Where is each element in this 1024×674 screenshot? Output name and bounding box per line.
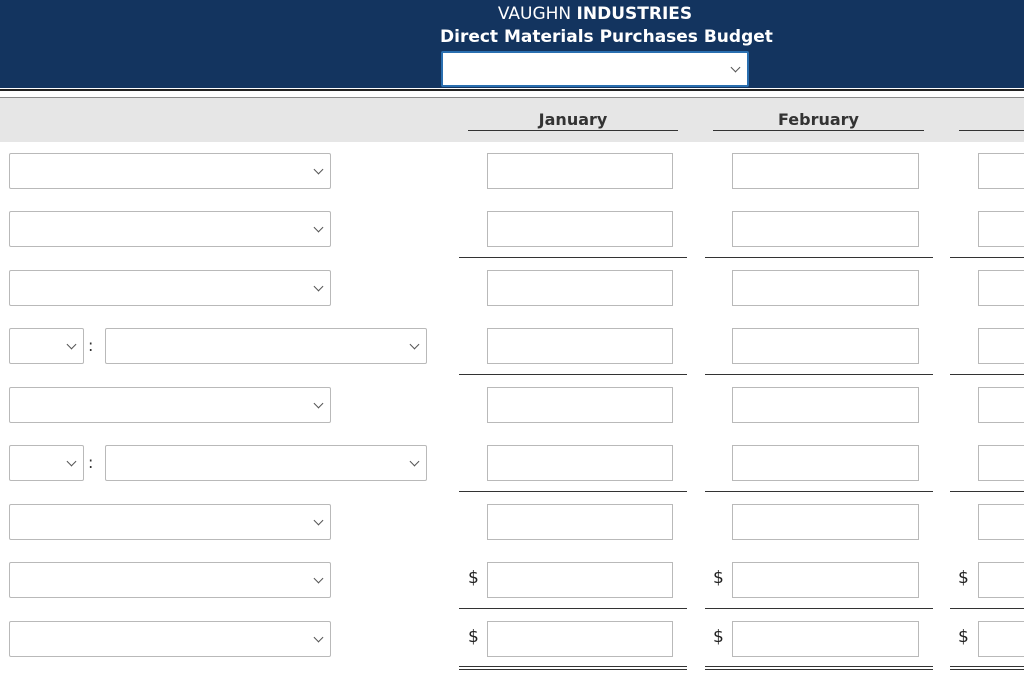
company-suffix: INDUSTRIES — [576, 4, 693, 24]
chevron-down-icon — [314, 223, 324, 233]
row-1-february-input[interactable] — [732, 153, 919, 189]
subtotal-rule — [459, 374, 687, 375]
chevron-down-icon — [67, 457, 77, 467]
row-4-label-select[interactable] — [105, 328, 427, 364]
currency-symbol: $ — [713, 627, 724, 647]
chevron-down-icon — [314, 399, 324, 409]
row-2-march-input[interactable] — [978, 211, 1024, 247]
currency-symbol: $ — [958, 627, 969, 647]
row-8-january-input[interactable] — [487, 562, 673, 598]
row-5-march-input[interactable] — [978, 387, 1024, 423]
row-6-operator-select[interactable] — [9, 445, 84, 481]
company-prefix: VAUGHN — [497, 4, 572, 24]
row-6-january-input[interactable] — [487, 445, 673, 481]
chevron-down-icon — [731, 63, 741, 73]
column-header-january: January — [468, 109, 678, 131]
divider — [0, 89, 1024, 91]
subtotal-rule — [950, 374, 1024, 375]
total-double-rule — [459, 666, 687, 670]
row-7-january-input[interactable] — [487, 504, 673, 540]
subtotal-rule — [459, 608, 687, 609]
company-name — [440, 3, 750, 25]
row-2-february-input[interactable] — [732, 211, 919, 247]
row-8-february-input[interactable] — [732, 562, 919, 598]
row-1-march-input[interactable] — [978, 153, 1024, 189]
row-7-march-input[interactable] — [978, 504, 1024, 540]
chevron-down-icon — [314, 282, 324, 292]
currency-symbol: $ — [468, 627, 479, 647]
column-header-march — [959, 109, 1024, 131]
chevron-down-icon — [314, 574, 324, 584]
subtotal-rule — [950, 608, 1024, 609]
row-5-january-input[interactable] — [487, 387, 673, 423]
row-9-march-input[interactable] — [978, 621, 1024, 657]
currency-symbol: $ — [468, 568, 479, 588]
row-4-operator-select[interactable] — [9, 328, 84, 364]
row-7-label-select[interactable] — [9, 504, 331, 540]
period-select[interactable] — [441, 51, 749, 87]
chevron-down-icon — [314, 633, 324, 643]
row-3-march-input[interactable] — [978, 270, 1024, 306]
total-double-rule — [950, 666, 1024, 670]
row-5-february-input[interactable] — [732, 387, 919, 423]
row-1-label-select[interactable] — [9, 153, 331, 189]
chevron-down-icon — [314, 516, 324, 526]
chevron-down-icon — [410, 457, 420, 467]
row-6-march-input[interactable] — [978, 445, 1024, 481]
chevron-down-icon — [410, 340, 420, 350]
row-9-february-input[interactable] — [732, 621, 919, 657]
row-4-february-input[interactable] — [732, 328, 919, 364]
chevron-down-icon — [314, 165, 324, 175]
column-header-february: February — [713, 109, 924, 131]
subtotal-rule — [705, 257, 933, 258]
row-3-label-select[interactable] — [9, 270, 331, 306]
subtotal-rule — [705, 374, 933, 375]
row-8-label-select[interactable] — [9, 562, 331, 598]
row-8-march-input[interactable] — [978, 562, 1024, 598]
subtotal-rule — [950, 257, 1024, 258]
currency-symbol: $ — [958, 568, 969, 588]
subtotal-rule — [459, 257, 687, 258]
row-6-label-select[interactable] — [105, 445, 427, 481]
total-double-rule — [705, 666, 933, 670]
row-9-january-input[interactable] — [487, 621, 673, 657]
subtotal-rule — [950, 491, 1024, 492]
subtotal-rule — [705, 608, 933, 609]
colon-separator: : — [88, 453, 94, 472]
row-3-january-input[interactable] — [487, 270, 673, 306]
row-9-label-select[interactable] — [9, 621, 331, 657]
row-6-february-input[interactable] — [732, 445, 919, 481]
row-4-january-input[interactable] — [487, 328, 673, 364]
budget-title: Direct Materials Purchases Budget — [440, 27, 773, 47]
row-4-march-input[interactable] — [978, 328, 1024, 364]
subtotal-rule — [705, 491, 933, 492]
row-3-february-input[interactable] — [732, 270, 919, 306]
colon-separator: : — [88, 336, 94, 355]
row-1-january-input[interactable] — [487, 153, 673, 189]
chevron-down-icon — [67, 340, 77, 350]
currency-symbol: $ — [713, 568, 724, 588]
subtotal-rule — [459, 491, 687, 492]
row-7-february-input[interactable] — [732, 504, 919, 540]
header-banner — [0, 0, 1024, 88]
row-2-label-select[interactable] — [9, 211, 331, 247]
row-2-january-input[interactable] — [487, 211, 673, 247]
row-5-label-select[interactable] — [9, 387, 331, 423]
